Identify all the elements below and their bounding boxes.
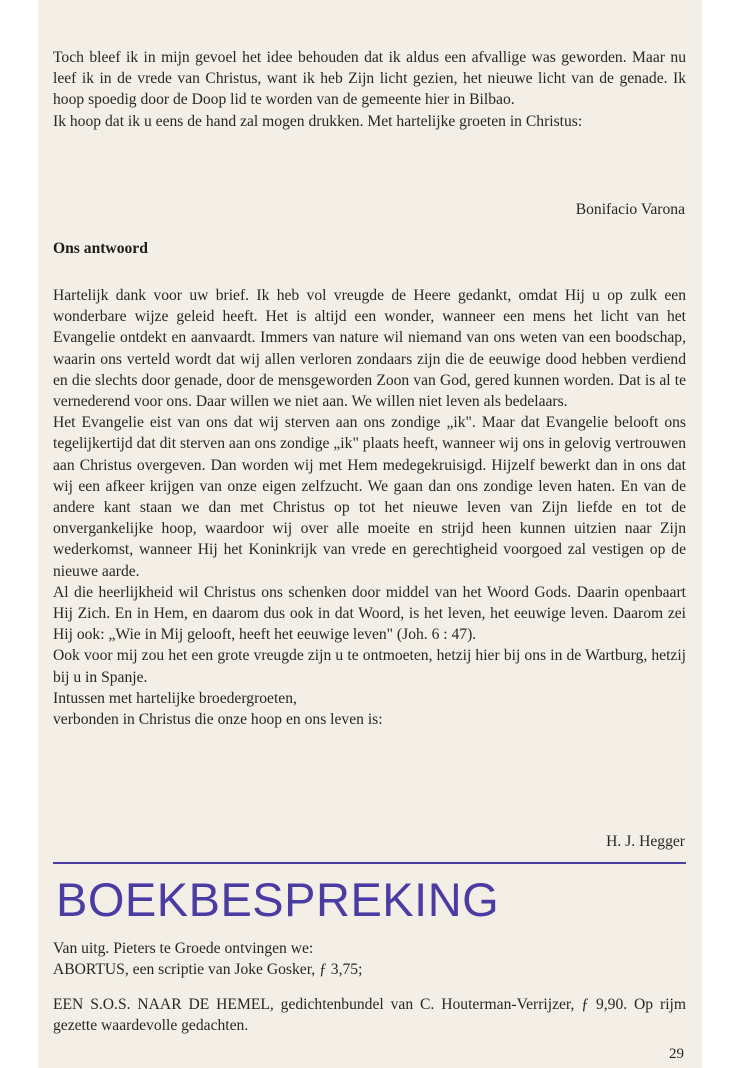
reply-paragraph: Hartelijk dank voor uw brief. Ik heb vol vreugde de Heere gedankt, omdat Hij u op zulk een wonderbare wijze geleid heeft. Het is altijd een wonder, wanneer een mens het licht van het Evangelie ontdekt en aanvaardt. Immers van nature wil niemand van ons weten van een boodschap, waarin ons verteld wordt dat wij allen verloren zondaars zijn die de eeuwige dood hebben verdiend en die slechts door genade, door de mensgeworden Zoon van God, gered kunnen worden. Dat is al te vernederend voor ons. Daar willen we niet aan. We willen niet leven als bedelaars. <box>53 287 686 411</box>
review-intro-line: ABORTUS, een scriptie van Joke Gosker, ƒ 3,75; <box>53 961 363 979</box>
reply-paragraph: Het Evangelie eist van ons dat wij sterven aan ons zondige „ik". Maar dat Evangelie belooft ons tegelijkertijd dat dit sterven aan ons zondige „ik" plaats heeft, wanneer wij ons in gelovig vertrouwen aan Christus overgeven. Dan worden wij met Hem medegekruisigd. Hijzelf bewerkt dan in ons dat wij een afkeer krijgen van onze eigen zelfzucht. We gaan dan ons zondige leven haten. En van de andere kant staan we dan met Christus op tot het nieuwe leven van Zijn liefde en tot de onvergankelijke hoop, waardoor wij over alle moeite en strijd heen kunnen uitzien naar Zijn wederkomst, wanneer Hij het Koninkrijk van vrede en gerechtigheid voorgoed zal vestigen op de nieuwe aarde. <box>53 414 686 580</box>
reply-paragraph: Intussen met hartelijke broedergroeten, <box>53 689 297 707</box>
letter-paragraph: Ik hoop dat ik u eens de hand zal mogen drukken. Met hartelijke groeten in Christus: <box>53 112 583 130</box>
review-entry-text: EEN S.O.S. NAAR DE HEMEL, gedichtenbundel van C. Houterman-Verrijzer, ƒ 9,90. Op rijm gezette waardevolle gedachten. <box>53 996 686 1035</box>
reply-paragraph: Ook voor mij zou het een grote vreugde zijn u te ontmoeten, hetzij hier bij ons in de Wartburg, hetzij bij u in Spanje. <box>53 647 686 686</box>
letter-signature: Bonifacio Varona <box>575 201 685 218</box>
review-entry <box>53 994 686 1036</box>
page-number: 29 <box>669 1046 684 1062</box>
reply-paragraph: verbonden in Christus die onze hoop en ons leven is: <box>53 711 383 729</box>
reply-body <box>53 285 686 730</box>
letter-body <box>53 47 686 132</box>
letter-paragraph: Toch bleef ik in mijn gevoel het idee behouden dat ik aldus een afvallige was geworden. Maar nu leef ik in de vrede van Christus, want ik heb Zijn licht gezien, het nieuwe licht van de genade. Ik hoop spoedig door de Doop lid te worden van de gemeente hier in Bilbao. <box>53 49 686 109</box>
review-intro-line: Van uitg. Pieters te Groede ontvingen we: <box>53 940 314 957</box>
book-page <box>38 0 702 1068</box>
section-divider <box>53 862 686 864</box>
reply-heading: Ons antwoord <box>53 240 148 257</box>
review-intro <box>53 938 686 980</box>
section-title: BOEKBESPREKING <box>56 873 500 926</box>
reply-signature: H. J. Hegger <box>606 833 685 850</box>
reply-paragraph: Al die heerlijkheid wil Christus ons schenken door middel van het Woord Gods. Daarin openbaart Hij Zich. En in Hem, en daarom dus ook in dat Woord, is het leven, het eeuwige leven. Daarom zei Hij ook: „Wie in Mij gelooft, heeft het eeuwige leven" (Joh. 6 : 47). <box>53 583 686 644</box>
